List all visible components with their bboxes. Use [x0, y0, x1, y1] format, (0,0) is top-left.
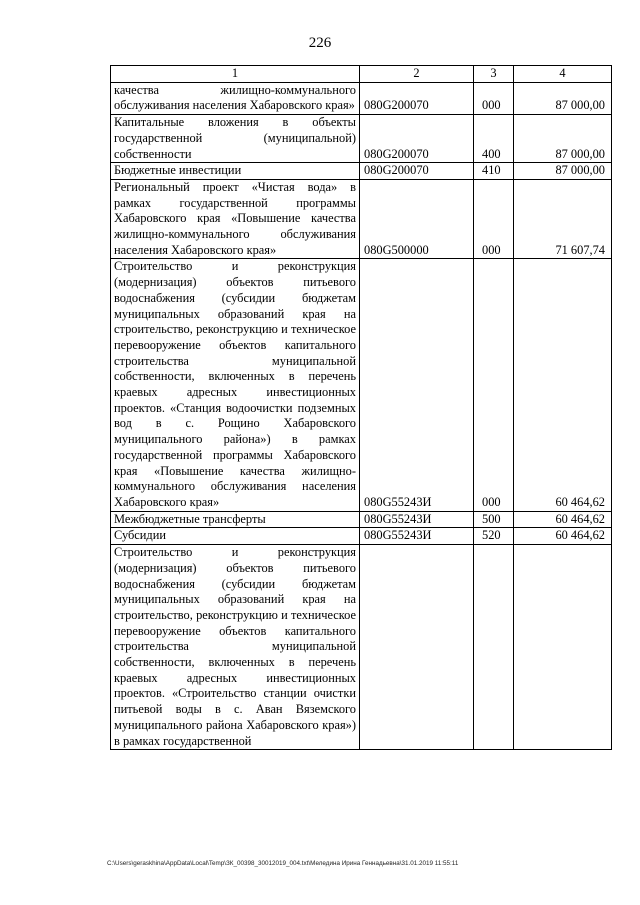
row-code: 080G55243И	[360, 511, 474, 528]
row-code: 080G200070	[360, 163, 474, 180]
row-code: 080G200070	[360, 115, 474, 163]
row-type: 400	[474, 115, 514, 163]
column-header-1: 1	[111, 66, 360, 83]
column-header-4: 4	[514, 66, 612, 83]
row-type: 000	[474, 82, 514, 114]
table-row	[111, 545, 612, 750]
row-type: 500	[474, 511, 514, 528]
row-name: Субсидии	[111, 528, 360, 545]
row-code: 080G55243И	[360, 259, 474, 511]
row-code: 080G500000	[360, 179, 474, 259]
budget-table	[110, 65, 612, 750]
page-number: 226	[308, 35, 332, 51]
table-row	[111, 115, 612, 163]
row-amount: 87 000,00	[514, 115, 612, 163]
row-name: Капитальные вложения в объекты государственной (муниципальной) собственности	[111, 115, 360, 163]
row-name: Региональный проект «Чистая вода» в рамках государственной программы Хабаровского края «Повышение качества жилищно-коммунального обслуживания населения Хабаровского края»	[111, 179, 360, 259]
row-name: Строительство и реконструкция (модернизация) объектов питьевого водоснабжения (субсидии бюджетам муниципальных образований края на строительство, реконструкцию и техническое перевооружение объектов капитального строительства муниципальной собственности, включенных в перечень краевых адресных инвестиционных проектов. «Станция водоочистки подземных вод в с. Рощино Хабаровского муниципального района») в рамках государственной программы Хабаровского края «Повышение качества жилищно-коммунального обслуживания населения Хабаровского края»	[111, 259, 360, 511]
table-row	[111, 528, 612, 545]
row-amount: 60 464,62	[514, 528, 612, 545]
row-amount: 60 464,62	[514, 511, 612, 528]
table-row	[111, 259, 612, 511]
row-name: Межбюджетные трансферты	[111, 511, 360, 528]
table-row	[111, 163, 612, 180]
row-type: 520	[474, 528, 514, 545]
row-amount	[514, 545, 612, 750]
table-header-row	[111, 66, 612, 83]
row-type: 000	[474, 179, 514, 259]
row-code: 080G55243И	[360, 528, 474, 545]
row-amount: 60 464,62	[514, 259, 612, 511]
row-type: 000	[474, 259, 514, 511]
row-code	[360, 545, 474, 750]
table-row	[111, 82, 612, 114]
row-name: Строительство и реконструкция (модернизация) объектов питьевого водоснабжения (субсидии бюджетам муниципальных образований края на строительство, реконструкцию и техническое перевооружение объектов капитального строительства муниципальной собственности, включенных в перечень краевых адресных инвестиционных проектов. «Строительство станции очистки питьевой воды в с. Аван Вяземского муниципального района Хабаровского края») в рамках государственной	[111, 545, 360, 750]
column-header-2: 2	[360, 66, 474, 83]
row-name: качества жилищно-коммунального обслуживания населения Хабаровского края»	[111, 82, 360, 114]
row-amount: 71 607,74	[514, 179, 612, 259]
row-type: 410	[474, 163, 514, 180]
row-amount: 87 000,00	[514, 163, 612, 180]
table-row	[111, 179, 612, 259]
row-code: 080G200070	[360, 82, 474, 114]
row-amount: 87 000,00	[514, 82, 612, 114]
row-type	[474, 545, 514, 750]
file-path-footer: C:\Users\geraskhina\AppData\Local\Temp\ЗК_00398_30012019_004.txt\Меледина Ирина Геннадьевна\31.01.2019 11:55:11	[107, 860, 459, 867]
table-row	[111, 511, 612, 528]
row-name: Бюджетные инвестиции	[111, 163, 360, 180]
column-header-3: 3	[474, 66, 514, 83]
